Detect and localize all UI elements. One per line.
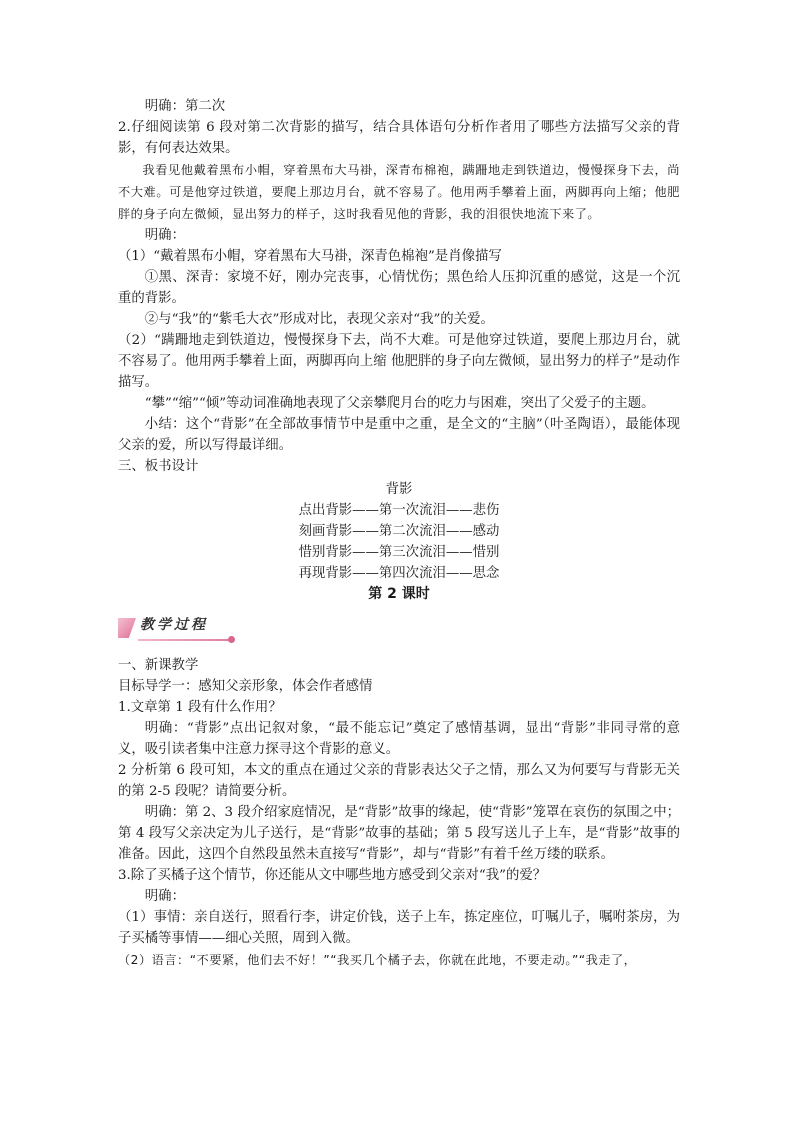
- question-1: 1.文章第 1 段有什么作用？: [118, 700, 282, 715]
- answer-3-1: （1）事情：亲自送行，照看行李，讲定价钱，送子上车，拣定座位，叮嘱儿子，嘱咐茶房，为子买橘等事情——细心关照，周到入微。: [118, 910, 680, 946]
- document-page: [118, 96, 680, 971]
- question-3: 3.除了买橘子这个情节，你还能从文中哪些地方感受到父亲对“我”的爱？: [118, 868, 547, 883]
- board-row: 惜别背影——第三次流泪——惜别: [298, 545, 500, 560]
- banner-dot-icon: [228, 636, 235, 643]
- banner-title: 教学过程: [140, 617, 208, 633]
- board-row: 点出背影——第一次流泪——悲伤: [298, 503, 500, 518]
- section-heading: 一、新课教学: [118, 658, 199, 673]
- answer-item-3: “攀”“缩”“倾”等动词准确地表现了父亲攀爬月台的吃力与困难，突出了父爱子的主题。: [144, 396, 655, 411]
- question-2b: 2 分析第 6 段可知，本文的重点在通过父亲的背影表达父子之情，那么又为何要写与背影无关的第 2-5 段呢？请简要分析。: [118, 763, 680, 799]
- answer-item-1: （1）“戴着黑布小帽，穿着黑布大马褂，深青色棉袍”是肖像描写: [118, 249, 502, 264]
- goal-line: 目标导学一：感知父亲形象，体会作者感情: [118, 679, 373, 694]
- board-title: 背影: [385, 482, 413, 497]
- flag-icon: [118, 618, 136, 638]
- board-row: 再现背影——第四次流泪——思念: [298, 566, 500, 581]
- section-banner: [118, 613, 680, 647]
- answer-2: 明确：第 2、3 段介绍家庭情况，是“背影”故事的缘起，使“背影”笼罩在哀伤的氛围之中；第 4 段写父亲决定为儿子送行，是“背影”故事的基础；第 5 段写送儿子上车，是“背影”故事的准备。因此，这四个自然段虽然未直接写“背影”，却与“背影”有着千丝万缕的联系。: [118, 805, 680, 862]
- answer-3-2: （2）语言：“不要紧，他们去不好！”“我买几个橘子去，你就在此地，不要走动。”“我走了，: [118, 953, 637, 967]
- answer-line: 明确：第二次: [144, 99, 226, 114]
- answer-item-1-i: ①黑、深青：家境不好，刚办完丧事，心情忧伤；黑色给人压抑沉重的感觉，这是一个沉重的背影。: [118, 270, 680, 306]
- board-row: 刻画背影——第二次流泪——感动: [298, 524, 500, 539]
- banner-underline: [138, 639, 230, 641]
- summary: 小结：这个“背影”在全部故事情节中是重中之重，是全文的“主脑”（叶圣陶语），最能体现父亲的爱，所以写得最详细。: [118, 417, 680, 453]
- blackboard-design: [118, 479, 680, 584]
- section-heading: 三、板书设计: [118, 459, 199, 474]
- quoted-passage: 我看见他戴着黑布小帽，穿着黑布大马褂，深青布棉袍，蹒跚地走到铁道边，慢慢探身下去，尚不大难。可是他穿过铁道，要爬上那边月台，就不容易了。他用两手攀着上面，两脚再向上缩；他肥胖的身子向左微倾，显出努力的样子，这时我看见他的背影，我的泪很快地流下来了。: [118, 163, 680, 221]
- answer-label: 明确：: [144, 228, 185, 243]
- answer-label: 明确：: [144, 889, 185, 904]
- answer-item-1-ii: ②与“我”的“紫毛大衣”形成对比，表现父亲对“我”的关爱。: [144, 312, 494, 327]
- answer-1: 明确：“背影”点出记叙对象，“最不能忘记”奠定了感情基调，显出“背影”非同寻常的意义，吸引读者集中注意力探寻这个背影的意义。: [118, 721, 680, 757]
- answer-item-2: （2）“蹒跚地走到铁道边，慢慢探身下去，尚不大难。可是他穿过铁道，要爬上那边月台，就不容易了。他用两手攀着上面，两脚再向上缩 他肥胖的身子向左微倾，显出努力的样子”是动作描写。: [118, 333, 680, 390]
- question-2: 2.仔细阅读第 6 段对第二次背影的描写，结合具体语句分析作者用了哪些方法描写父亲的背影，有何表达效果。: [118, 120, 680, 156]
- lesson-heading: 第 2 课时: [368, 586, 430, 602]
